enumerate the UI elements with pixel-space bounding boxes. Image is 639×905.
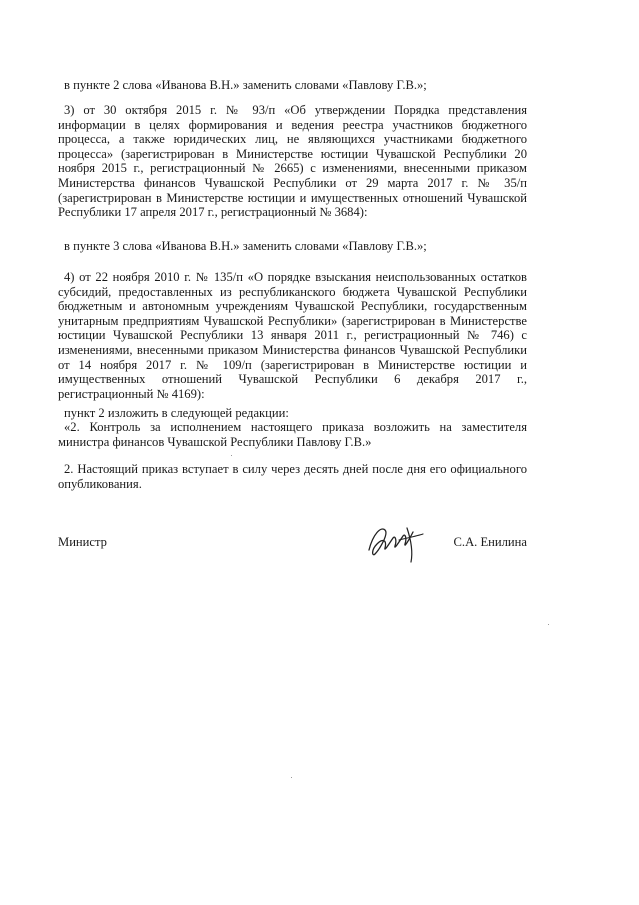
paragraph-entry-into-force: 2. Настоящий приказ вступает в силу через десять дней после дня его официального опубликования. — [58, 462, 527, 491]
scan-speck — [548, 624, 549, 625]
paragraph-amendment-3: пункт 2 изложить в следующей редакции: — [64, 406, 289, 420]
paragraph-item-3: 3) от 30 октября 2015 г. № 93/п «Об утверждении Порядка представления информации в целях формирования и ведения реестра участников бюджетного процесса, а также юридических лиц, не являющихся участниками бюджетного процесса» (зарегистрирован в Министерстве юстиции Чувашской Республики 20 ноября 2015 г., регистрационный № 2665) с изменениями, внесенными приказом Министерства финансов Чувашской Республики от 29 марта 2017 г. № 35/п (зарегистрирован в Министерстве юстиции и имущественных отношений Чувашской Республики 17 апреля 2017 г., регистрационный № 3684): — [58, 103, 527, 220]
paragraph-amendment-2: в пункте 3 слова «Иванова В.Н.» заменить словами «Павлову Г.В.»; — [64, 239, 427, 253]
signatory-title: Министр — [58, 535, 107, 549]
paragraph-amendment-1: в пункте 2 слова «Иванова В.Н.» заменить словами «Павлову Г.В.»; — [64, 78, 427, 92]
paragraph-new-wording: «2. Контроль за исполнением настоящего приказа возложить на заместителя министра финансов Чувашской Республики Павлову Г.В.» — [58, 420, 527, 449]
scan-speck — [291, 777, 292, 778]
signatory-name: С.А. Енилина — [453, 535, 527, 549]
handwritten-signature-icon — [363, 520, 427, 564]
paragraph-item-4: 4) от 22 ноября 2010 г. № 135/п «О порядке взыскания неиспользованных остатков субсидий, предоставленных из республиканского бюджета Чувашской Республики бюджетным и автономным учреждениям Чувашской Республики, государственным унитарным предприятиям Чувашской Республики» (зарегистрирован в Министерстве юстиции Чувашской Республики 13 января 2011 г., регистрационный № 746) с изменениями, внесенными приказом Министерства финансов Чувашской Республики от 14 ноября 2017 г. № 109/п (зарегистрирован в Министерстве юстиции и имущественных отношений Чувашской Республики 6 декабря 2017 г., регистрационный № 4169): — [58, 270, 527, 401]
signature-block — [58, 520, 527, 560]
scan-speck — [231, 455, 232, 456]
